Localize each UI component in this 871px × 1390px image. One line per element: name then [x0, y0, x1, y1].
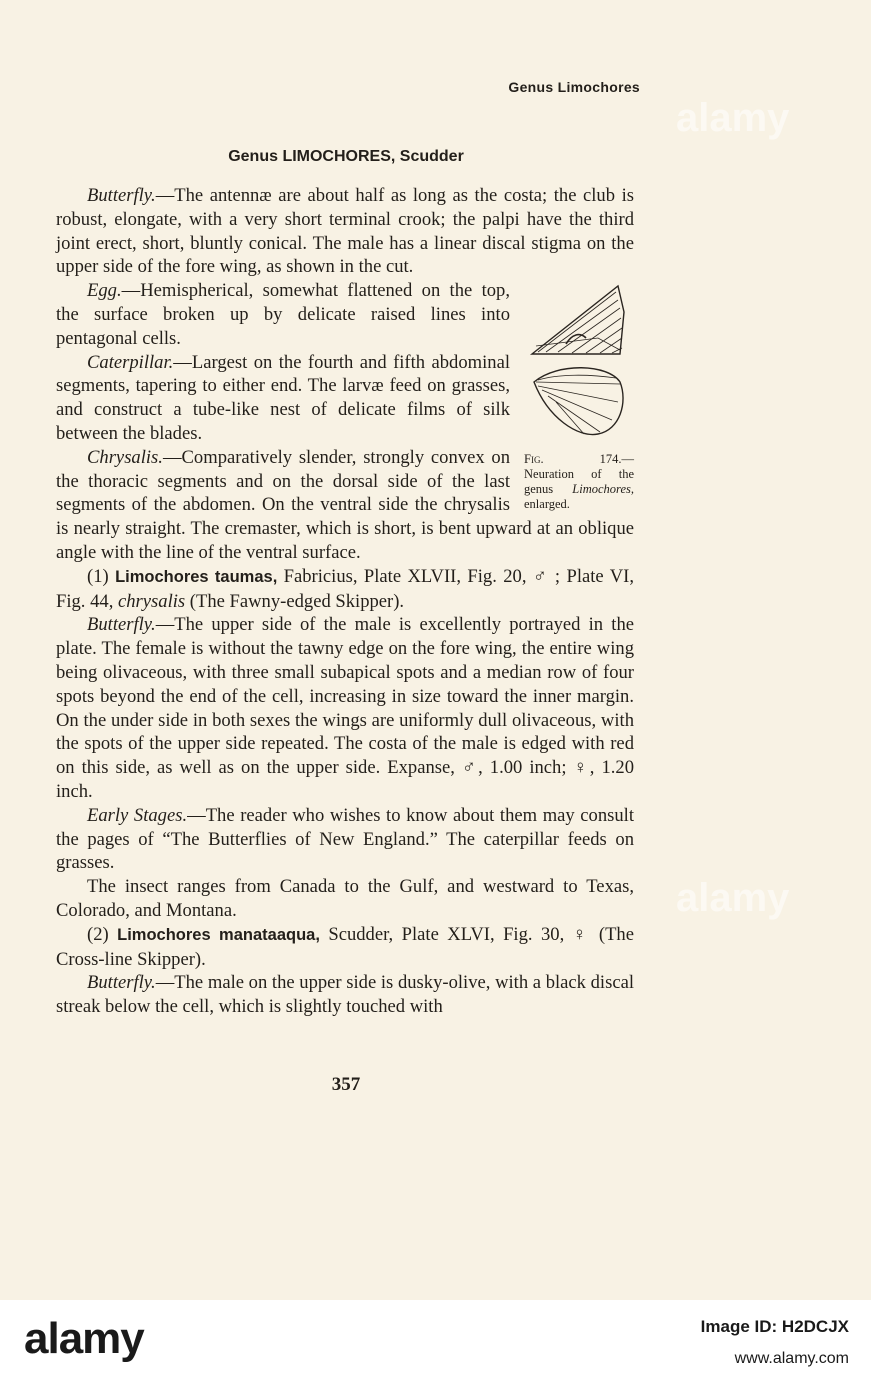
figure-caption: [522, 452, 634, 512]
species-1-name: Limochores taumas,: [115, 567, 278, 586]
figure-caption-end: enlarged.: [524, 497, 570, 512]
paragraph-species-2-heading: [56, 923, 634, 972]
paragraph-species-1-heading: [56, 565, 634, 614]
wing-neuration-figure: [522, 282, 634, 512]
species-2-text: Scudder, Plate XLVI, Fig. 30, ♀ (The Cross-line Skipper).: [56, 923, 634, 970]
text-species-1-butterfly: —The upper side of the male is excellently portrayed in the plate. The female is without the tawny edge on the fore wing, the entire wing being olivaceous, with three small subapical spots and a median row of four spots beyond the end of the cell, increasing in size toward the inner margin. On the under side in both sexes the wings are uniformly dull olivaceous, with the spots of the upper side repeated. The costa of the male is edged with red on this side, as well as on the upper side. Expanse, ♂, 1.00 inch; ♀, 1.20 inch.: [56, 614, 634, 802]
species-1-italic: chrysalis: [118, 590, 186, 612]
watermark-ghost-logo: alamy: [676, 876, 790, 920]
species-2-number: (2): [87, 923, 118, 945]
running-head: Genus Limochores: [508, 79, 640, 95]
text-egg: —Hemispherical, somewhat flattened on the top, the surface broken up by delicate raised lines into pentagonal cells.: [56, 280, 510, 349]
paragraph-butterfly: [56, 184, 634, 279]
watermark-image-id: Image ID: H2DCJX: [700, 1317, 849, 1336]
species-1-text-b: (The Fawny-edged Skipper).: [185, 590, 405, 612]
paragraph-species-1-range: The insect ranges from Canada to the Gulf, and westward to Texas, Colorado, and Montana.: [56, 876, 634, 921]
species-1-number: (1): [87, 565, 116, 587]
paragraph-species-1-butterfly: [56, 613, 634, 803]
label-egg: Egg.: [87, 280, 122, 302]
label-caterpillar: Caterpillar.: [87, 351, 174, 373]
text-caterpillar: —Largest on the fourth and fifth abdominal segments, tapering to either end. The larvæ feed on grasses, and construct a tube-like nest of delicate films of silk between the blades.: [56, 351, 510, 444]
paragraph-species-1-early-stages: [56, 804, 634, 875]
label-species-1-butterfly: Butterfly.: [87, 614, 156, 636]
label-chrysalis: Chrysalis.: [87, 446, 163, 468]
figure-caption-text: Neuration of the genus: [524, 467, 634, 497]
figure-caption-italic: Limochores,: [572, 482, 634, 497]
species-1-text-a: Fabricius, Plate XLVII, Fig. 20, ♂ ; Plate VI, Fig. 44,: [56, 565, 634, 612]
watermark-logo: alamy: [24, 1314, 144, 1363]
text-species-2-butterfly: —The male on the upper side is dusky-olive, with a black discal streak below the cell, which is slightly touched with: [56, 972, 634, 1018]
label-early-stages: Early Stages.: [87, 804, 188, 826]
paragraph-species-2-butterfly: [56, 971, 634, 1019]
text-butterfly-a: —The antennæ are about half as long as the costa; the club is robust, elongate, with a very short terminal crook; the palpi have the third joint erect, short, bluntly conical. The male has a linear discal stigma on the upper side of the fore wing, as shown in the cut.: [56, 185, 634, 278]
label-butterfly: Butterfly.: [87, 185, 156, 206]
figure-label: Fig. 174.—: [524, 452, 634, 467]
body-text: [56, 184, 634, 1019]
genus-title: Genus LIMOCHORES, Scudder: [228, 148, 464, 165]
hind-wing-drawing: [528, 362, 628, 438]
watermark-url: www.alamy.com: [734, 1350, 849, 1367]
label-species-2-butterfly: Butterfly.: [87, 972, 156, 994]
species-2-name: Limochores manataaqua,: [117, 925, 320, 944]
text-early-stages: —The reader who wishes to know about them may consult the pages of “The Butterflies of New England.” The caterpillar feeds on grasses.: [56, 804, 635, 874]
text-chrysalis: —Comparatively slender, strongly convex on the thoracic segments and on the dorsal side of the last segments of the abdomen. On the ventral side the chrysalis is nearly straight. The cremaster, which is short, is bent upward at an oblique angle with the line of the ventral surface.: [56, 446, 634, 563]
page-number: 357: [331, 1074, 361, 1095]
watermark-ghost-logo: alamy: [676, 96, 790, 140]
fore-wing-drawing: [528, 282, 628, 362]
